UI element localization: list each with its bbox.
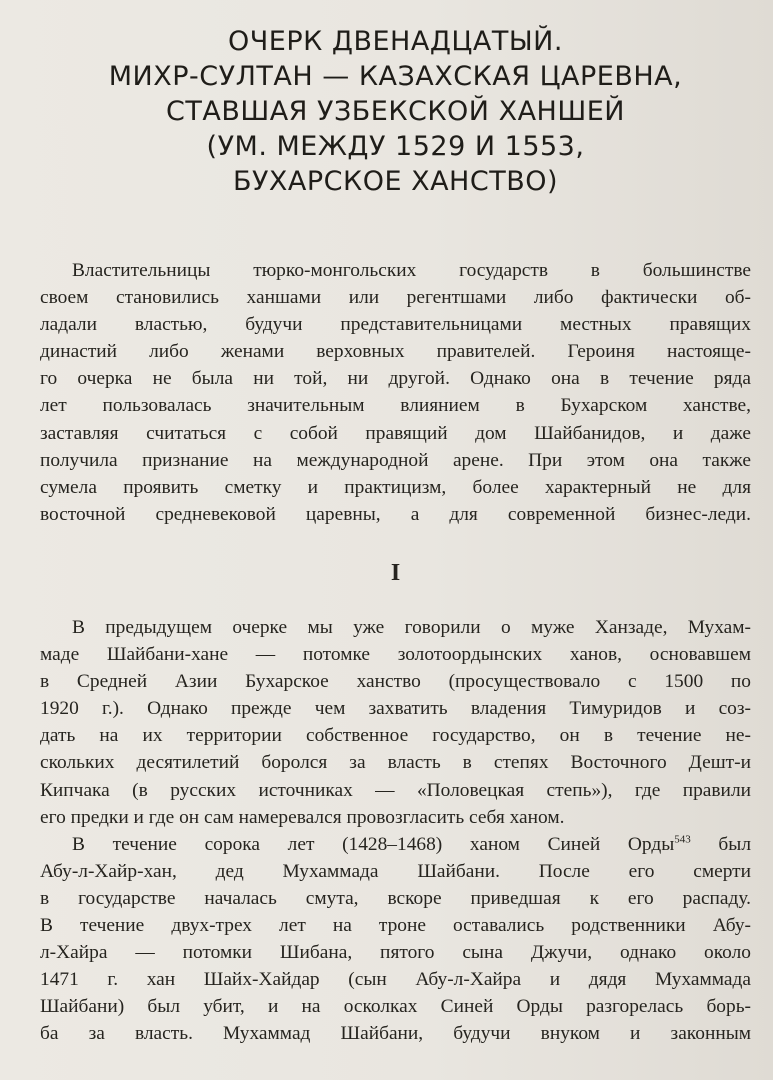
text-line: 1920 г.). Однако прежде чем захватить владения Тимуридов и соз- (40, 698, 751, 720)
text-line: скольких десятилетий боролся за власть в степях Восточного Дешт-и (40, 752, 751, 774)
text-line: го очерка не была ни той, ни другой. Однако она в течение ряда (40, 368, 751, 390)
text-fragment: В течение сорока лет (1428–1468) ханом Синей Орды (72, 833, 675, 855)
text-line: л-Хайра — потомки Шибана, пятого сына Джучи, однако около (40, 942, 751, 964)
text-line: маде Шайбани-хане — потомке золотоордынских ханов, основавшем (40, 644, 751, 666)
chapter-title-line: МИХР-СУЛТАН — КАЗАХСКАЯ ЦАРЕВНА, (108, 61, 683, 92)
text-line: заставляя считаться с собой правящий дом Шайбанидов, и даже (40, 422, 751, 444)
text-line: В течение двух-трех лет на троне оставались родственники Абу- (40, 914, 751, 936)
text-line: в государстве началась смута, вскоре приведшая к его распаду. (40, 887, 751, 909)
paragraph (40, 831, 751, 1048)
chapter-title-line: (УМ. МЕЖДУ 1529 И 1553, (206, 131, 585, 162)
chapter-title-line: СТАВШАЯ УЗБЕКСКОЙ ХАНШЕЙ (166, 96, 625, 127)
text-line: Властительницы тюрко-монгольских государств в большинстве (72, 260, 751, 281)
text-line: династий либо женами верховных правителей. Героиня настояще- (40, 341, 751, 363)
text-line: дать на их территории собственное государство, он в течение не- (40, 725, 751, 747)
text-line: 1471 г. хан Шайх-Хайдар (сын Абу-л-Хайра и дядя Мухаммада (40, 969, 751, 991)
text-line: своем становились ханшами или регентшами либо фактически об- (40, 287, 751, 309)
intro-paragraph (40, 257, 751, 528)
text-line: получила признание на международной арене. При этом она также (40, 449, 751, 471)
text-fragment: был (690, 833, 751, 855)
text-line: в Средней Азии Бухарское ханство (просуществовало с 1500 по (40, 671, 751, 693)
chapter-title-line: ОЧЕРК ДВЕНАДЦАТЫЙ. (228, 26, 563, 57)
text-line: В предыдущем очерке мы уже говорили о муже Ханзаде, Мухам- (72, 616, 751, 638)
chapter-title (40, 24, 751, 199)
section-heading: I (390, 559, 401, 586)
text-line (40, 831, 751, 858)
paragraph (40, 614, 751, 831)
footnote-marker[interactable]: 543 (674, 833, 691, 846)
text-line: лет пользовалась значительным влиянием в Бухарском ханстве, (40, 395, 751, 417)
text-line: Кипчака (в русских источниках — «Половецкая степь»), где правили (40, 779, 751, 801)
text-line: сумела проявить сметку и практицизм, более характерный не для (40, 476, 751, 498)
text-line: восточной средневековой царевны, а для современной бизнес-леди. (40, 503, 751, 525)
text-line: его предки и где он сам намеревался провозгласить себя ханом. (40, 806, 565, 828)
text-line: Шайбани) был убит, и на осколках Синей Орды разгорелась борь- (40, 996, 751, 1018)
text-line: Абу-л-Хайр-хан, дед Мухаммада Шайбани. После его смерти (40, 860, 751, 882)
chapter-title-line: БУХАРСКОЕ ХАНСТВО) (232, 166, 559, 197)
text-line: ладали властью, будучи представительницами местных правящих (40, 314, 751, 336)
text-line: ба за власть. Мухаммад Шайбани, будучи внуком и законным (40, 1023, 751, 1045)
